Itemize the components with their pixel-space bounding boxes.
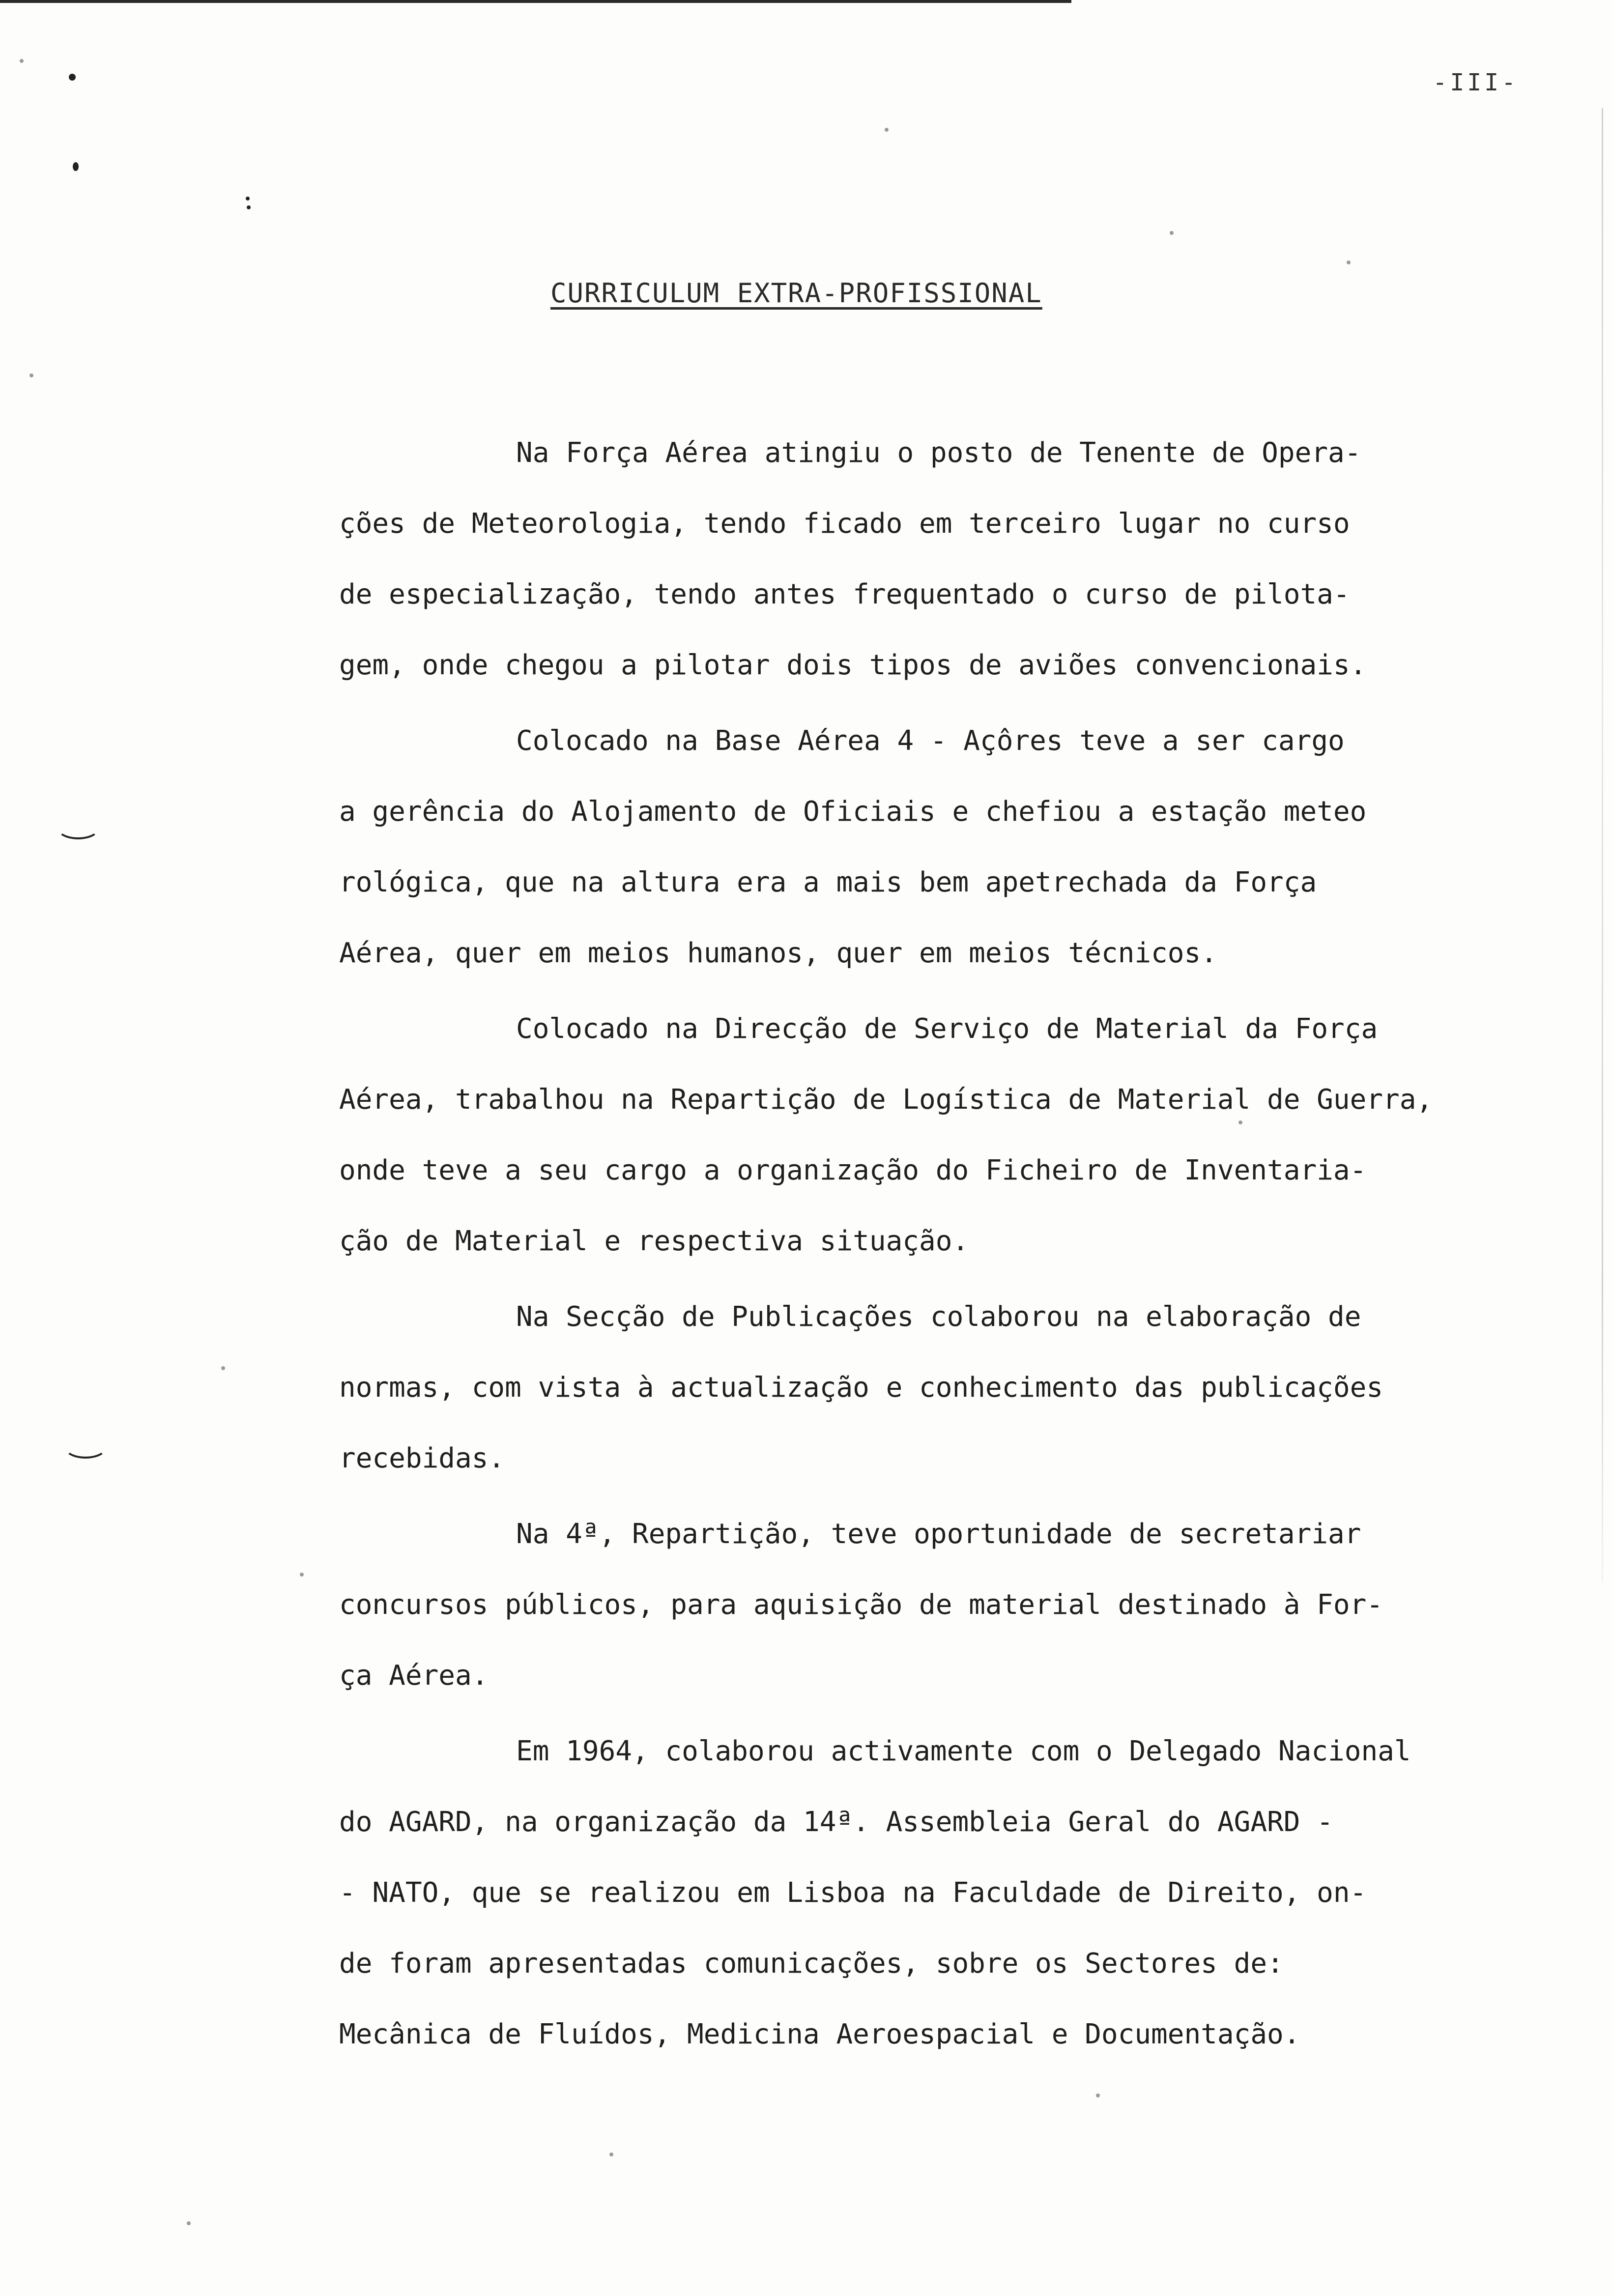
paragraph-line: concursos públicos, para aquisição de material destinado à For- (339, 1589, 1383, 1621)
scan-speck (1238, 1120, 1242, 1124)
page-right-edge (1602, 108, 1603, 1582)
scan-speck (187, 2221, 191, 2225)
scan-speck (609, 2152, 613, 2156)
document-title: CURRICULUM EXTRA-PROFISSIONAL (550, 278, 1042, 309)
scan-speck (885, 128, 889, 132)
paragraph-line: Mecânica de Fluídos, Medicina Aeroespacial e Documentação. (339, 2018, 1300, 2050)
paragraph-line: de foram apresentadas comunicações, sobre os Sectores de: (339, 1948, 1284, 1980)
page-top-edge (0, 0, 1071, 3)
paragraph-line: do AGARD, na organização da 14ª. Assembleia Geral do AGARD - (339, 1806, 1333, 1838)
scan-speck-mark (73, 162, 79, 171)
paragraph-line: Aérea, trabalhou na Repartição de Logística de Material de Guerra, (339, 1084, 1433, 1116)
paragraph-line: - NATO, que se realizou em Lisboa na Faculdade de Direito, on- (339, 1877, 1367, 1909)
binding-hole-mark (64, 1435, 107, 1459)
paragraph-line: ça Aérea. (339, 1660, 489, 1692)
scan-speck (29, 373, 33, 377)
scan-speck (1347, 260, 1351, 264)
paragraph-line: ções de Meteorologia, tendo ficado em terceiro lugar no curso (339, 508, 1350, 540)
paragraph-line: recebidas. (339, 1442, 505, 1474)
paragraph-line: gem, onde chegou a pilotar dois tipos de aviões convencionais. (339, 649, 1367, 681)
page-number: -III- (1433, 69, 1519, 96)
binding-hole-mark (57, 816, 100, 839)
paragraph-4 (339, 1282, 1538, 1494)
paragraph-line: Na Secção de Publicações colaborou na elaboração de (516, 1301, 1361, 1333)
scan-speck (1096, 2094, 1100, 2097)
scan-speck-mark (247, 205, 251, 209)
paragraph-line: Aérea, quer em meios humanos, quer em meios técnicos. (339, 937, 1217, 969)
paragraph-line: Colocado na Direcção de Serviço de Material da Força (516, 1013, 1378, 1045)
paragraph-line: Na Força Aérea atingiu o posto de Tenente de Opera- (516, 437, 1361, 469)
paragraph-6 (339, 1716, 1538, 2070)
paragraph-line: Colocado na Base Aérea 4 - Açôres teve a ser cargo (516, 725, 1345, 757)
paragraph-line: normas, com vista à actualização e conhecimento das publicações (339, 1372, 1383, 1404)
document-body (339, 418, 1538, 2070)
paragraph-line: de especialização, tendo antes frequentado o curso de pilota- (339, 578, 1350, 610)
scan-speck (1170, 231, 1174, 235)
scan-speck-mark (246, 197, 250, 201)
scan-speck-mark (69, 74, 76, 81)
paragraph-1 (339, 418, 1538, 701)
paragraph-line: onde teve a seu cargo a organização do Ficheiro de Inventaria- (339, 1154, 1367, 1186)
paragraph-line: Em 1964, colaborou activamente com o Delegado Nacional (516, 1735, 1411, 1767)
paragraph-3 (339, 994, 1538, 1277)
paragraph-line: rológica, que na altura era a mais bem apetrechada da Força (339, 866, 1317, 898)
paragraph-line: ção de Material e respectiva situação. (339, 1225, 969, 1257)
paragraph-line: a gerência do Alojamento de Oficiais e chefiou a estação meteo (339, 796, 1367, 828)
scan-speck (221, 1366, 225, 1370)
paragraph-5 (339, 1499, 1538, 1711)
scan-speck (20, 59, 24, 63)
paragraph-line: Na 4ª, Repartição, teve oportunidade de secretariar (516, 1518, 1361, 1550)
paragraph-2 (339, 706, 1538, 989)
scan-speck (300, 1573, 304, 1577)
